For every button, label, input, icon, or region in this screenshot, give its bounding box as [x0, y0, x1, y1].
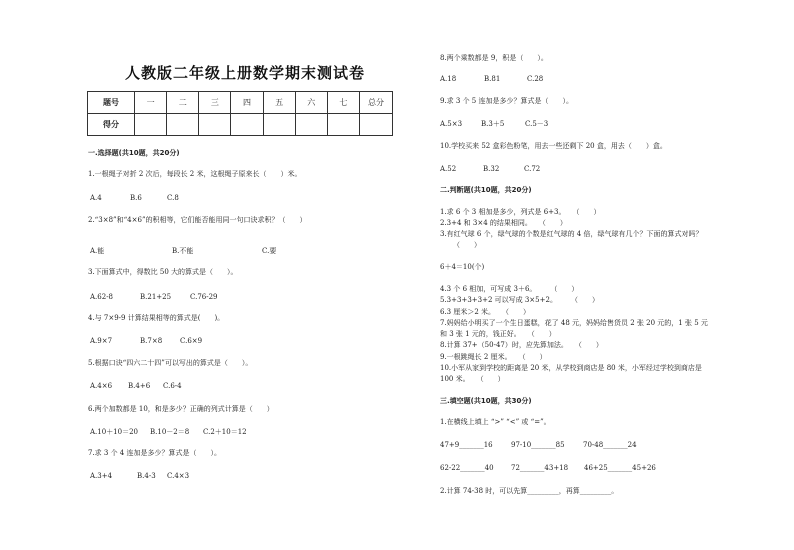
judge-item: 5.3+3+3+3+2 可以写成 3×5+2。 （ ）: [440, 296, 599, 304]
judge-item: 6.3 厘米＞2 米。 （ ）: [440, 308, 531, 316]
judge-item: 100 米。 （ ）: [440, 375, 505, 383]
question-text: 7.求 3 个 4 连加是多少？算式是（ ）。: [88, 449, 221, 457]
option-b: B.4+6: [128, 382, 151, 390]
fill-question: 1.在横线上填上 “>” “<” 或 “=”。: [440, 418, 551, 426]
option-a: A.9×7: [90, 337, 113, 345]
score-header-cell: 总分: [360, 92, 393, 114]
option-a: A.10＋10＝20: [90, 428, 139, 436]
question-text: 1.一根绳子对折 2 次后，每段长 2 米，这根绳子原来长（ ）米。: [88, 170, 302, 178]
judge-item: 10.小军从家到学校的距离是 20 米，从学校到商店是 80 米，小军经过学校到商店是: [440, 364, 702, 372]
option-b: B.不能: [172, 247, 194, 255]
option-b: B.3＋5: [481, 120, 505, 128]
question-text: 2.“3×8”和“4×6”的积相等，它们能否能用同一句口诀求积？（ ）: [88, 216, 307, 224]
question-text: 5.根据口诀“四六二十四”可以写出的算式是（ ）。: [88, 359, 253, 367]
judge-item: 2.3+4 和 3×4 的结果相同。 （ ）: [440, 219, 567, 227]
option-a: A.能: [90, 247, 105, 255]
score-table-score-row: [88, 114, 393, 136]
question-text: 9.求 3 个 5 连加是多少？算式是（ ）。: [440, 97, 573, 105]
option-b: B.6: [130, 194, 142, 202]
score-cell: [360, 114, 393, 136]
score-cell: [199, 114, 231, 136]
judge-item: 和 3 张 1 元的，钱正好。 （ ）: [440, 330, 556, 338]
option-c: C.76-29: [190, 293, 218, 301]
score-cell: [263, 114, 295, 136]
score-cell: [231, 114, 263, 136]
question-text: 4.与 7×9-9 计算结果相等的算式是( )。: [88, 314, 225, 322]
judge-item: （ ）: [453, 241, 481, 249]
fill-item: 97-10_______85: [511, 441, 565, 449]
option-b: B.4-3: [137, 472, 156, 480]
option-c: C.2＋10＝12: [203, 428, 247, 436]
option-c: C.8: [167, 194, 179, 202]
score-cell: [167, 114, 199, 136]
option-a: A.18: [440, 75, 457, 83]
section-heading-judge: 二.判断题(共10题，共20分): [440, 186, 532, 194]
question-text: 6.两个加数都是 10，和是多少？正确的列式计算是（ ）: [88, 405, 274, 413]
score-row-label: 得分: [88, 114, 135, 136]
option-c: C.5－3: [525, 120, 549, 128]
option-c: C.6×9: [180, 337, 203, 345]
question-text: 8.两个乘数都是 9，积是（ ）。: [440, 54, 548, 62]
option-a: A.62-8: [90, 293, 114, 301]
judge-item: 3.有红气球 6 个，绿气球的个数是红气球的 4 倍，绿气球有几个？下面的算式对吗？: [440, 230, 703, 238]
question-text: 10.学校买来 52 盒彩色粉笔，用去一些还剩下 20 盒，用去（ ）盒。: [440, 142, 667, 150]
page-title: 人教版二年级上册数学期末测试卷: [124, 64, 365, 82]
option-c: C.要: [262, 247, 277, 255]
judge-item: 1.求 6 个 3 相加是多少，列式是 6+3。 （ ）: [440, 208, 601, 216]
option-b: B.7×8: [140, 337, 163, 345]
option-c: C.6-4: [163, 382, 182, 390]
option-c: C.4×3: [167, 472, 190, 480]
option-b: B.10－2＝8: [150, 428, 190, 436]
section-heading-fill: 三.填空题(共10题，共30分): [440, 397, 532, 405]
question-text: 3.下面算式中，得数比 50 大的算式是（ ）。: [88, 268, 238, 276]
score-table: [87, 91, 393, 136]
fill-question: 2.计算 74-38 时，可以先算_________，再算_________。: [440, 487, 619, 495]
score-header-cell: 三: [199, 92, 231, 114]
score-header-cell: 二: [167, 92, 199, 114]
option-c: C.72: [524, 165, 541, 173]
judge-item: 6＋4＝10(个): [440, 263, 485, 271]
option-b: B.81: [484, 75, 501, 83]
fill-item: 62-22_______40: [440, 464, 494, 472]
option-a: A.4×6: [90, 382, 113, 390]
option-b: B.32: [483, 165, 500, 173]
score-cell: [327, 114, 359, 136]
option-c: C.28: [527, 75, 544, 83]
fill-item: 70-48_______24: [583, 441, 637, 449]
fill-item: 47+9_______16: [440, 441, 493, 449]
score-cell: [295, 114, 327, 136]
judge-item: 4.3 个 6 相加，可写成 3＋6。 （ ）: [440, 285, 579, 293]
option-a: A.4: [90, 194, 102, 202]
section-heading-choice: 一.选择题(共10题，共20分): [88, 149, 180, 157]
score-header-cell: 四: [231, 92, 263, 114]
score-cell: [135, 114, 167, 136]
fill-item: 46+25_______45+26: [584, 464, 656, 472]
judge-item: 8.计算 37+（50-47）时，应先算加法。 （ ）: [440, 341, 603, 349]
option-a: A.5×3: [440, 120, 463, 128]
score-table-header-row: [88, 92, 393, 114]
score-header-cell: 五: [263, 92, 295, 114]
option-b: B.21+25: [140, 293, 172, 301]
fill-item: 72_______43+18: [511, 464, 569, 472]
score-header-cell: 题号: [88, 92, 135, 114]
judge-item: 7.妈妈给小明买了一个生日蛋糕，花了 48 元，妈妈给售货员 2 张 20 元的，1 张 5 元: [440, 319, 708, 327]
score-header-cell: 六: [295, 92, 327, 114]
judge-item: 9.一根跳绳长 2 厘米。 （ ）: [440, 353, 547, 361]
score-header-cell: 七: [327, 92, 359, 114]
option-a: A.3+4: [90, 472, 113, 480]
score-header-cell: 一: [135, 92, 167, 114]
option-a: A.52: [440, 165, 457, 173]
